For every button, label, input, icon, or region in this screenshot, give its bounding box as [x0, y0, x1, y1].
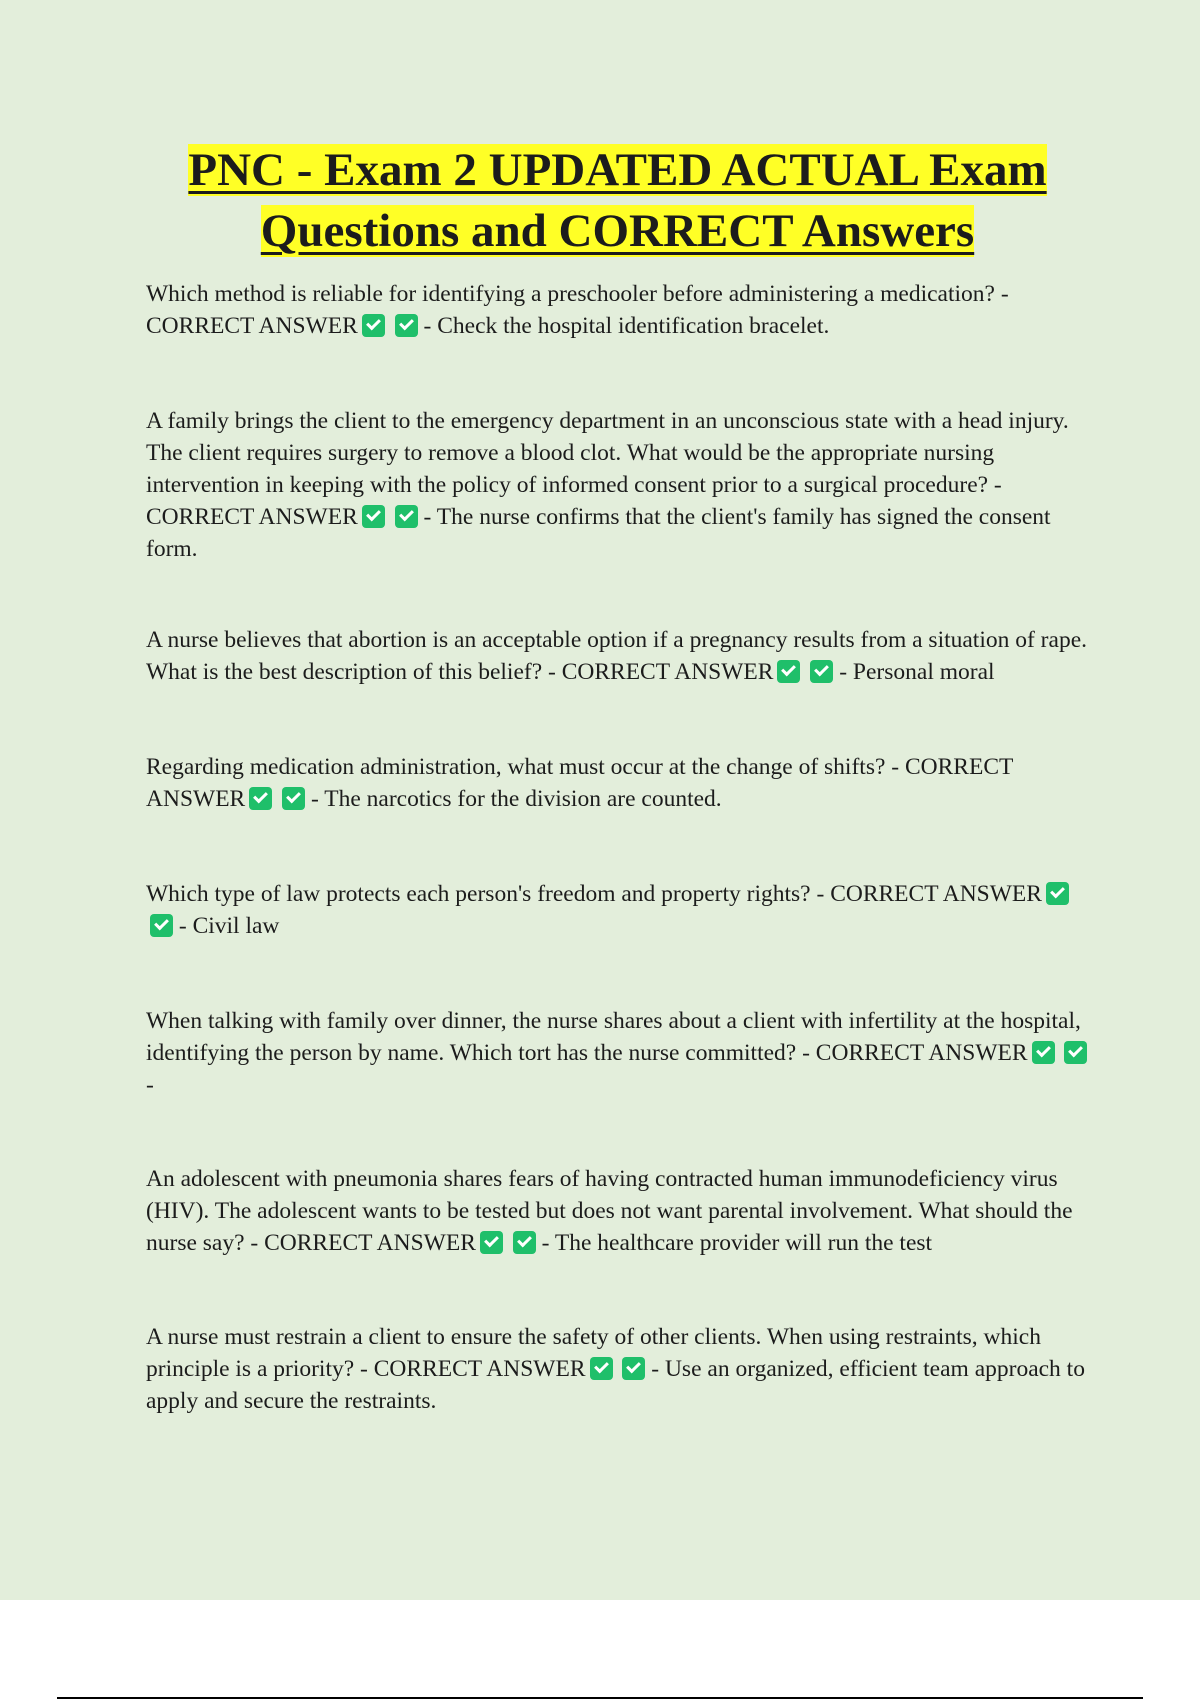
- question-text: Which method is reliable for identifying a preschooler before administering a medication? -: [146, 281, 1009, 307]
- question-text: Regarding medication administration, what must occur at the change of shifts? -: [146, 754, 900, 780]
- check-icon: [362, 314, 385, 337]
- question-text: An adolescent with pneumonia shares fears of having contracted human immunodeficiency virus (HIV). The adolescent wants to be tested but does not want parental involvement. What should the nurse say? -: [146, 1166, 1073, 1256]
- qa-item-8: [146, 1321, 1096, 1417]
- check-icon: [249, 787, 272, 810]
- check-icon: [1032, 1041, 1055, 1064]
- answer-label: CORRECT ANSWER: [264, 1230, 476, 1256]
- check-icon: [810, 660, 833, 683]
- title-line-2: Questions and CORRECT Answers: [260, 205, 975, 257]
- footer-divider: [57, 1697, 1143, 1699]
- answer-label: CORRECT ANSWER: [373, 1356, 586, 1382]
- answer-text: - Personal moral: [839, 659, 995, 685]
- question-text: A family brings the client to the emergency department in an unconscious state with a head injury. The client requires surgery to remove a blood clot. What would be the appropriate nursing intervention in keeping with the policy of informed consent prior to a surgical procedure? -: [146, 408, 1069, 498]
- check-icon: [513, 1231, 536, 1254]
- check-icon: [282, 787, 305, 810]
- qa-item-1: [146, 278, 1096, 342]
- qa-item-4: [146, 751, 1096, 815]
- answer-label: CORRECT ANSWER: [815, 1040, 1028, 1066]
- answer-text: -: [146, 1072, 154, 1098]
- qa-item-6: [146, 1005, 1096, 1101]
- qa-item-5: [146, 878, 1096, 942]
- answer-label: CORRECT ANSWER: [561, 659, 774, 685]
- check-icon: [395, 505, 418, 528]
- answer-text: - Check the hospital identification bracelet.: [423, 313, 830, 339]
- answer-label: CORRECT ANSWER: [830, 881, 1042, 907]
- qa-item-2: [146, 405, 1096, 565]
- question-text: Which type of law protects each person's freedom and property rights? -: [146, 881, 825, 907]
- answer-text: - The healthcare provider will run the test: [541, 1230, 933, 1256]
- check-icon: [395, 314, 418, 337]
- question-text: A nurse must restrain a client to ensure the safety of other clients. When using restraints, which principle is a priority? -: [146, 1324, 1041, 1382]
- check-icon: [622, 1357, 645, 1380]
- check-icon: [777, 660, 800, 683]
- answer-text: - Civil law: [178, 913, 280, 939]
- check-icon: [480, 1231, 503, 1254]
- check-icon: [150, 914, 173, 937]
- answer-label: CORRECT ANSWER: [146, 313, 358, 339]
- question-text: A nurse believes that abortion is an acceptable option if a pregnancy results from a situation of rape. What is the best description of this belief? -: [146, 627, 1087, 685]
- answer-text: - The narcotics for the division are counted.: [310, 786, 722, 812]
- document-title: [100, 140, 1135, 262]
- check-icon: [362, 505, 385, 528]
- answer-text: - Use an organized, efficient team approach to apply and secure the restraints.: [146, 1356, 1085, 1414]
- answer-text: - The nurse confirms that the client's family has signed the consent form.: [146, 504, 1051, 562]
- check-icon: [590, 1357, 613, 1380]
- question-text: When talking with family over dinner, the nurse shares about a client with infertility at the hospital, identifying the person by name. Which tort has the nurse committed? -: [146, 1008, 1081, 1066]
- check-icon: [1064, 1041, 1087, 1064]
- qa-item-7: [146, 1163, 1096, 1259]
- answer-label: CORRECT ANSWER: [146, 504, 358, 530]
- title-line-1: PNC - Exam 2 UPDATED ACTUAL Exam: [188, 144, 1047, 196]
- qa-item-3: [146, 624, 1096, 688]
- answer-label: CORRECT ANSWER: [146, 754, 1013, 812]
- check-icon: [1046, 882, 1069, 905]
